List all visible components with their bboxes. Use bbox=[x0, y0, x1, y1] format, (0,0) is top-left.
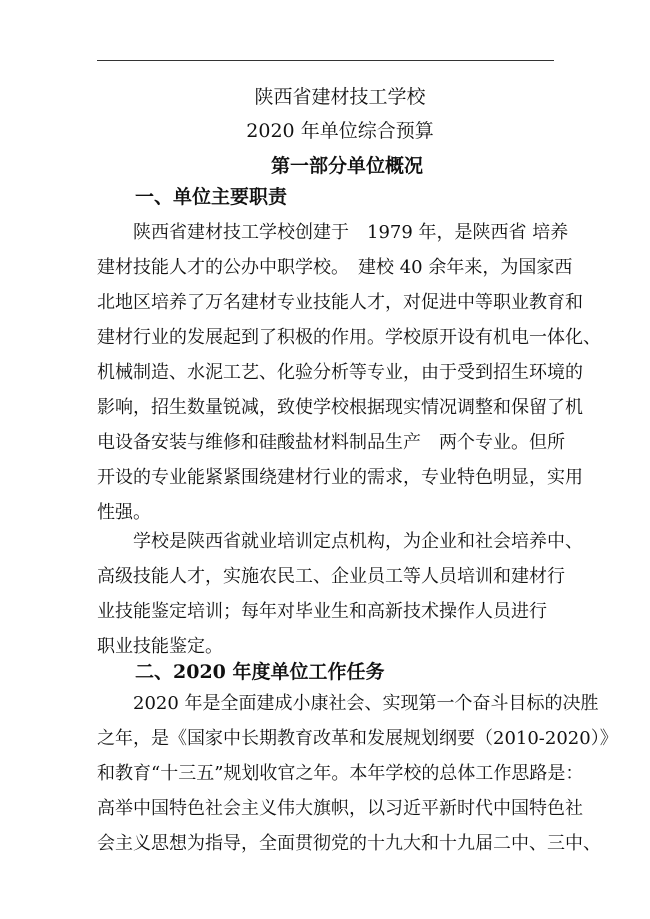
paragraph-line: 高举中国特色社会主义伟大旗帜，以习近平新时代中国特色社 bbox=[97, 798, 583, 819]
paragraph-line: 电设备安装与维修和硅酸盐材料制品生产 两个专业。但所 bbox=[97, 432, 565, 453]
paragraph-line: 2020 年是全面建成小康社会、实现第一个奋斗目标的决胜 bbox=[97, 693, 599, 714]
paragraph-line: 会主义思想为指导，全面贯彻党的十九大和十九届二中、三中、 bbox=[97, 833, 601, 854]
section-heading-tasks: 二、2020 年度单位工作任务 bbox=[135, 661, 385, 683]
paragraph-line: 开设的专业能紧紧围绕建材行业的需求，专业特色明显，实用 bbox=[97, 467, 583, 488]
paragraph-line: 和教育“十三五”规划收官之年。本年学校的总体工作思路是： bbox=[97, 763, 584, 784]
paragraph-line: 职业技能鉴定。 bbox=[97, 636, 223, 657]
header-rule bbox=[97, 60, 554, 61]
paragraph-line: 建材行业的发展起到了积极的作用。学校原开设有机电一体化、 bbox=[97, 327, 601, 348]
paragraph-line: 高级技能人才，实施农民工、企业员工等人员培训和建材行 bbox=[97, 566, 565, 587]
paragraph-line: 机械制造、水泥工艺、化验分析等专业，由于受到招生环境的 bbox=[97, 362, 583, 383]
section-heading-duties: 一、单位主要职责 bbox=[135, 186, 288, 208]
paragraph-line: 建材技能人才的公办中职学校。 建校 40 余年来，为国家西 bbox=[97, 257, 573, 278]
paragraph-work-tasks bbox=[97, 686, 618, 861]
paragraph-line: 陕西省建材技工学校创建于 1979 年，是陕西省 培养 bbox=[97, 222, 569, 243]
paragraph-line: 之年，是《国家中长期教育改革和发展规划纲要（2010-2020）》 bbox=[97, 728, 618, 749]
paragraph-school-intro bbox=[97, 215, 601, 530]
document-title-school: 陕西省建材技工学校 bbox=[254, 86, 426, 108]
paragraph-line: 影响，招生数量锐减，致使学校根据现实情况调整和保留了机 bbox=[97, 397, 583, 418]
paragraph-line: 性强。 bbox=[97, 502, 151, 523]
document-title-part: 第一部分单位概况 bbox=[270, 155, 423, 177]
paragraph-training-role bbox=[97, 524, 583, 664]
paragraph-line: 业技能鉴定培训；每年对毕业生和高新技术操作人员进行 bbox=[97, 601, 547, 622]
paragraph-line: 北地区培养了万名建材专业技能人才，对促进中等职业教育和 bbox=[97, 292, 583, 313]
document-title-budget: 2020 年单位综合预算 bbox=[246, 120, 434, 142]
paragraph-line: 学校是陕西省就业培训定点机构，为企业和社会培养中、 bbox=[97, 531, 583, 552]
